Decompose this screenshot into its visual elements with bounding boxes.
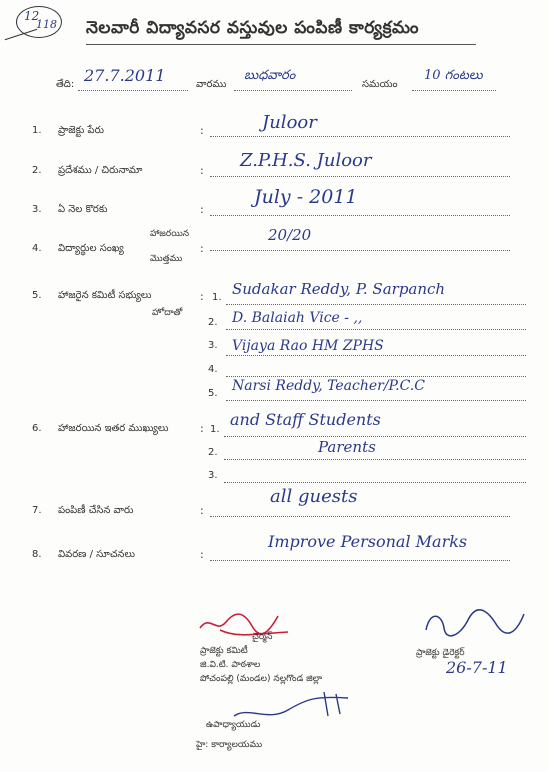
item-7-number: 7. <box>32 505 42 516</box>
item-8-dotline <box>210 560 510 561</box>
item-7-dotline <box>210 516 510 517</box>
item-1-number: 1. <box>32 125 42 136</box>
item-6-line-2-number: 2. <box>208 447 218 458</box>
item-5-line-3-dotline <box>226 355 526 356</box>
item-6-line-1-text: and Staff Students <box>230 410 381 429</box>
item-5-line-2-number: 2. <box>208 317 218 328</box>
item-3-dotline <box>210 215 510 216</box>
item-5-label: హాజరైన కమిటీ సభ్యులు <box>58 290 152 301</box>
title-underline <box>86 44 476 45</box>
item-5-line-2-text: D. Balaiah Vice - ,, <box>232 310 363 326</box>
left-bottom-office: హై: కార్యాలయము <box>196 740 263 750</box>
left-stamp-line-4: పోచంపల్లి (మండల) నల్లగొండ జిల్లా <box>200 674 323 684</box>
item-5-line-1-dotline <box>226 304 526 305</box>
item-5-colon: : <box>200 290 204 303</box>
item-6-line-3-dotline <box>224 482 526 483</box>
item-5-line-5-dotline <box>226 400 526 401</box>
item-4-sub-present: హాజరయిన <box>150 229 190 239</box>
item-6-number: 6. <box>32 423 42 434</box>
item-6-line-2-dotline <box>224 459 526 460</box>
item-5-line-1-text: Sudakar Reddy, P. Sarpanch <box>232 280 446 298</box>
item-5-line-2-dotline <box>226 329 526 330</box>
item-2-value: Z.P.H.S. Juloor <box>240 150 372 171</box>
item-4-dotline <box>210 250 510 251</box>
item-5-line-1-number: 1. <box>212 292 222 303</box>
item-5-sub: హోదాతో <box>152 308 183 318</box>
item-5-number: 5. <box>32 290 42 301</box>
page-number: 12 <box>24 9 40 23</box>
time-dotline <box>412 90 496 91</box>
right-role: ప్రాజెక్టు డైరెక్టర్ <box>416 648 465 658</box>
item-5-line-3-text: Vijaya Rao HM ZPHS <box>232 338 384 354</box>
item-5-line-5-text: Narsi Reddy, Teacher/P.C.C <box>232 378 425 394</box>
date-value: 27.7.2011 <box>84 66 166 85</box>
right-signature <box>420 600 530 644</box>
item-6-line-3-number: 3. <box>208 470 218 481</box>
item-4-value: 20/20 <box>268 226 312 244</box>
time-value: 10 గంటలు <box>424 68 483 83</box>
item-6-label: హాజరయిన ఇతర ముఖ్యులు <box>58 423 169 434</box>
item-1-label: ప్రాజెక్టు పేరు <box>58 125 104 136</box>
left-stamp-line-3: జి.వి.టి. పాఠశాల <box>200 660 261 670</box>
time-label: సమయం <box>362 79 398 90</box>
item-7-value: all guests <box>270 486 358 507</box>
item-2-number: 2. <box>32 165 42 176</box>
item-5-line-3-number: 3. <box>208 340 218 351</box>
item-2-dotline <box>210 176 510 177</box>
day-value: బుధవారం <box>244 68 296 83</box>
left-role: ఉపాధ్యాయుడు <box>206 720 261 730</box>
item-8-colon: : <box>200 548 204 561</box>
item-4-colon: : <box>200 242 204 255</box>
day-label: వారము <box>196 79 227 90</box>
item-6-line-1-number: 1. <box>210 424 220 435</box>
item-3-colon: : <box>200 203 204 216</box>
item-6-line-1-dotline <box>224 436 526 437</box>
item-3-number: 3. <box>32 204 42 215</box>
left-stamp-line-2: ప్రాజెక్టు కమిటీ <box>200 646 248 656</box>
right-date: 26-7-11 <box>446 658 508 677</box>
item-2-label: ప్రదేశము / చిరునామా <box>58 165 143 176</box>
item-8-value: Improve Personal Marks <box>268 532 468 551</box>
item-4-label: విద్యార్థుల సంఖ్య <box>58 243 124 254</box>
item-6-line-2-text: Parents <box>318 438 376 456</box>
item-1-dotline <box>210 136 510 137</box>
item-4-sub-total: మొత్తము <box>150 254 183 264</box>
item-3-label: ఏ నెల కొరకు <box>58 204 108 215</box>
form-title: నెలవారీ విద్యావసర వస్తువుల పంపిణీ కార్యక్రమం <box>86 18 420 38</box>
item-1-value: Juloor <box>262 112 317 133</box>
item-8-number: 8. <box>32 549 42 560</box>
item-4-number: 4. <box>32 243 42 254</box>
item-5-line-5-number: 5. <box>208 388 218 399</box>
item-2-colon: : <box>200 164 204 177</box>
item-5-line-4-dotline <box>226 376 526 377</box>
item-3-value: July - 2011 <box>254 186 358 208</box>
date-label: తేది: <box>56 79 75 90</box>
item-7-label: పంపిణీ చేసిన వారు <box>58 505 134 516</box>
red-signature <box>196 604 296 644</box>
day-dotline <box>234 90 352 91</box>
page-total: 118 <box>36 18 57 31</box>
item-7-colon: : <box>200 504 204 517</box>
item-5-line-4-number: 4. <box>208 364 218 375</box>
item-6-colon: : <box>200 422 204 435</box>
left-stamp-line-1: చైర్మన్ <box>252 632 273 642</box>
item-8-label: వివరణ / సూచనలు <box>58 549 136 560</box>
date-dotline <box>78 90 188 91</box>
item-1-colon: : <box>200 124 204 137</box>
